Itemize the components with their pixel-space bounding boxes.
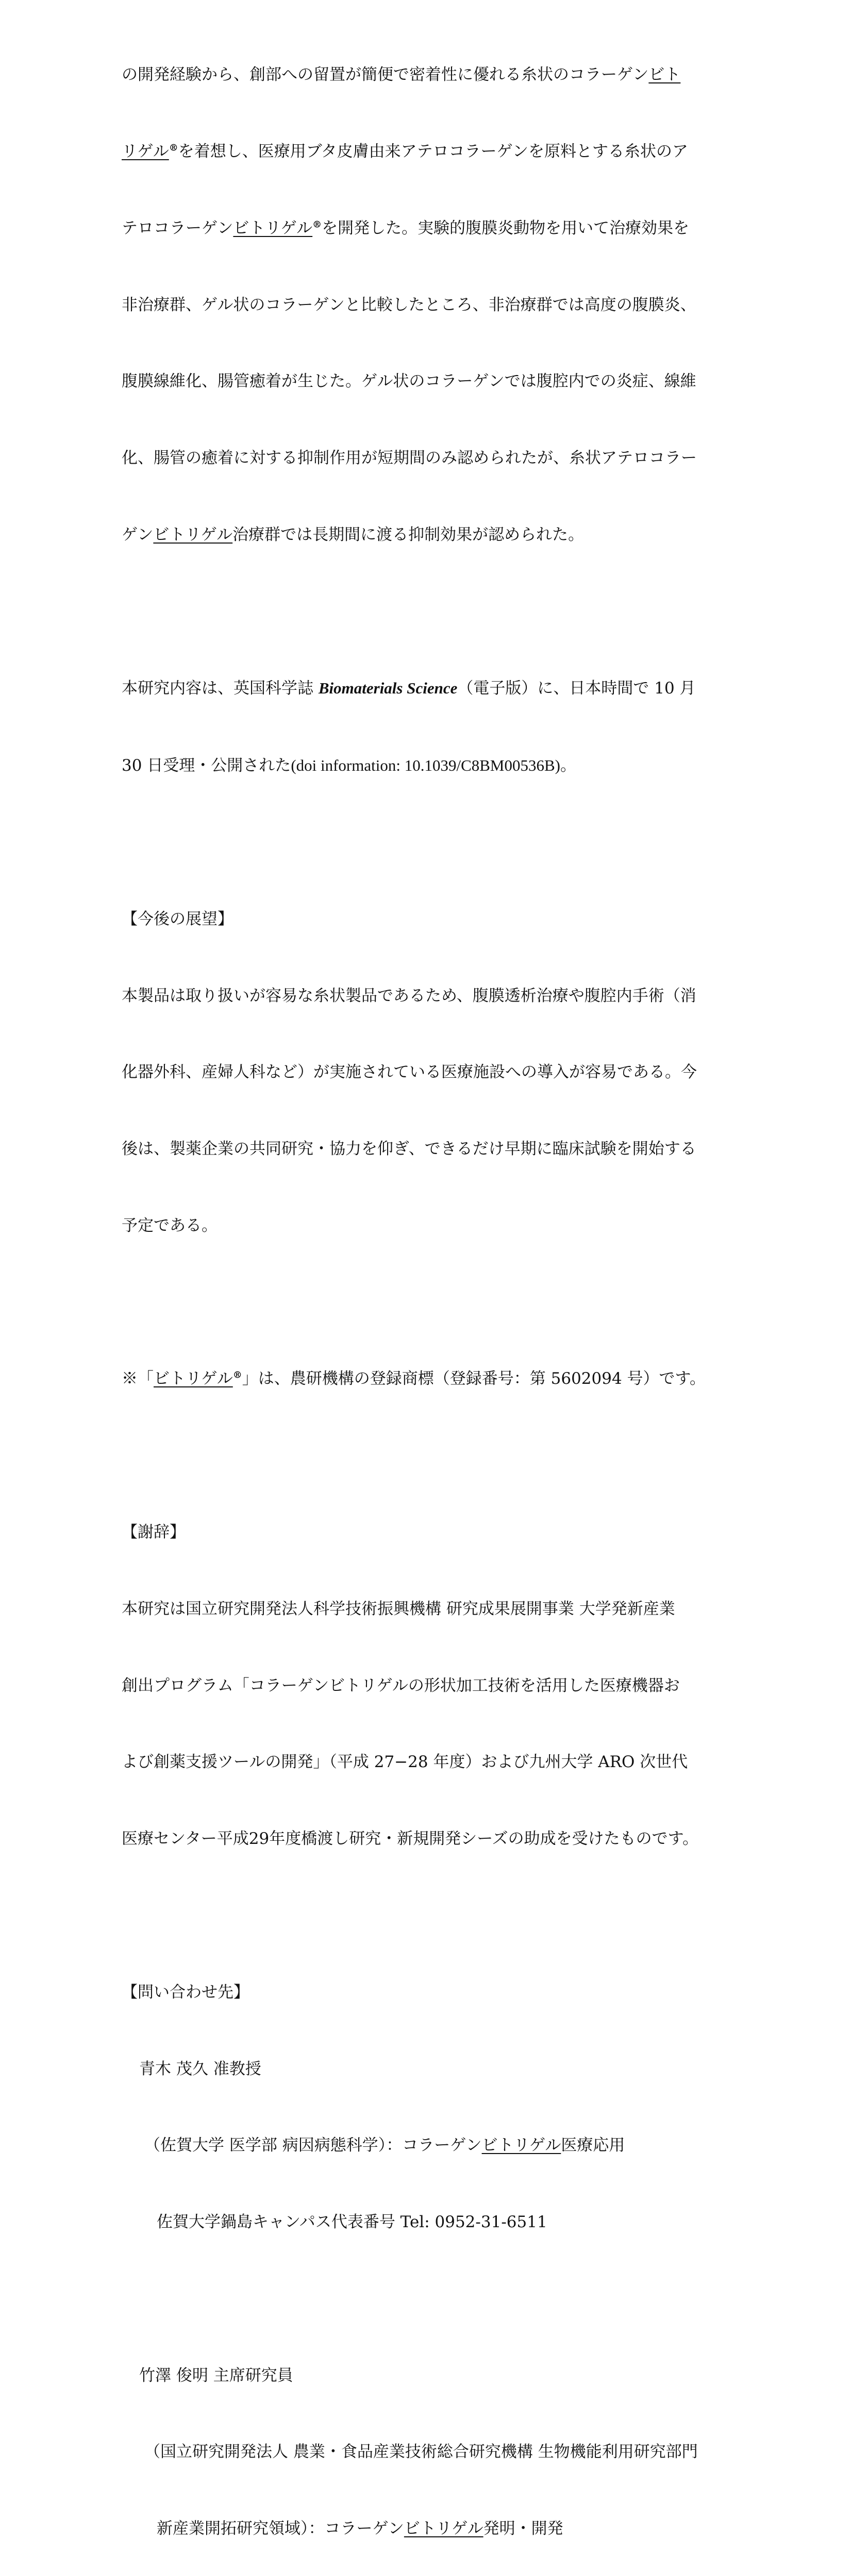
text-line: 腹膜線維化、腸管癒着が生じた。ゲル状のコラーゲンでは腹腔内での炎症、線維 xyxy=(122,372,696,391)
publication-paragraph xyxy=(122,624,730,830)
text-segment: テロコラーゲン xyxy=(122,218,233,238)
text-segment: ※「 xyxy=(122,1369,154,1388)
text-line xyxy=(122,62,730,88)
text-line xyxy=(122,216,730,242)
text-line xyxy=(122,675,730,702)
section-heading: 【今後の展望】 xyxy=(122,909,233,928)
acknowledgement-section xyxy=(122,1469,730,1903)
text-line: 非治療群、ゲル状のコラーゲンと比較したところ、非治療群では高度の腹膜炎、 xyxy=(122,295,696,314)
text-line: 化器外科、産婦人科など）が実施されている医療施設への導入が容易である。今 xyxy=(122,1063,697,1082)
text-segment: 医療応用 xyxy=(561,2136,625,2155)
registered-mark: ® xyxy=(232,1370,242,1381)
text-line: 医療センター平成29年度橋渡し研究・新規開発シーズの助成を受けたものです。 xyxy=(122,1829,699,1849)
blank-line xyxy=(122,2286,730,2312)
text-line: 本製品は取り扱いが容易な糸状製品であるため、腹膜透析治療や腹腔内手術（消 xyxy=(122,986,696,1005)
section-heading: 【謝辞】 xyxy=(122,1523,186,1542)
text-segment: （電子版）に、日本時間で 10 月 xyxy=(457,679,696,698)
outlook-section xyxy=(122,856,730,1290)
text-segment: （佐賀大学 医学部 病因病態科学）：コラーゲン xyxy=(144,2136,482,2155)
product-name-underlined: ビトリゲル xyxy=(233,218,313,238)
contact-phone: 佐賀大学鍋島キャンパス代表番号 Tel: 0952-31-6511 xyxy=(157,2213,547,2232)
text-line: 創出プログラム「コラーゲンビトリゲルの形状加工技術を活用した医療機器お xyxy=(122,1676,680,1695)
text-line xyxy=(122,1366,730,1392)
registered-mark: ® xyxy=(312,219,322,230)
text-segment: 」は、農研機構の登録商標（登録番号：第 5602094 号）です。 xyxy=(242,1369,706,1388)
contact-person-name: 竹澤 俊明 主席研究員 xyxy=(139,2366,293,2385)
text-segment: の開発経験から、創部への留置が簡便で密着性に優れる糸状のコラーゲン xyxy=(122,65,649,84)
text-segment: ゲン xyxy=(122,525,154,544)
text-line xyxy=(122,522,730,548)
contact-section xyxy=(122,1929,730,2576)
text-line xyxy=(122,753,730,779)
text-segment: 。 xyxy=(560,756,576,775)
product-name-underlined: ビトリゲル xyxy=(404,2519,483,2538)
text-line: 化、腸管の癒着に対する抑制作用が短期間のみ認められたが、糸状アテロコラー xyxy=(122,449,697,468)
text-segment: 新産業開拓研究領域）：コラーゲン xyxy=(157,2519,404,2538)
product-name-underlined: ビトリゲル xyxy=(153,525,233,544)
text-segment: 治療群では長期間に渡る抑制効果が認められた。 xyxy=(232,525,584,544)
text-segment: を着想し、医療用ブタ皮膚由来アテロコラーゲンを原料とする糸状のア xyxy=(178,142,688,161)
text-line: 本研究は国立研究開発法人科学技術振興機構 研究成果展開事業 大学発新産業 xyxy=(122,1599,675,1618)
product-name-underlined: ビト xyxy=(648,65,681,84)
registered-mark: ® xyxy=(169,142,178,154)
text-segment: 30 日受理・公開された xyxy=(122,756,291,775)
section-heading: 【問い合わせ先】 xyxy=(122,1982,249,2002)
text-segment: 発明・開発 xyxy=(483,2519,563,2538)
product-name-underlined: リゲル xyxy=(122,142,169,161)
product-name-underlined: ビトリゲル xyxy=(481,2136,561,2155)
contact-person-name: 青木 茂久 准教授 xyxy=(139,2059,261,2078)
journal-name: Biomaterials Science xyxy=(318,679,458,698)
contact-affiliation: （国立研究開発法人 農業・食品産業技術総合研究機構 生物機能利用研究部門 xyxy=(144,2443,698,2462)
product-name-underlined: ビトリゲル xyxy=(154,1369,233,1388)
trademark-note xyxy=(122,1315,730,1443)
text-line: 後は、製薬企業の共同研究・協力を仰ぎ、できるだけ早期に臨床試験を開始する xyxy=(122,1140,696,1159)
contact-affiliation xyxy=(122,2516,730,2542)
text-line: よび創薬支援ツールの開発」（平成 27−28 年度）および九州大学 ARO 次世代 xyxy=(122,1753,688,1772)
contact-affiliation xyxy=(122,2133,730,2159)
document-page xyxy=(122,11,730,2576)
text-line xyxy=(122,139,730,165)
text-segment: 本研究内容は、英国科学誌 xyxy=(122,679,319,698)
intro-paragraph xyxy=(122,11,730,599)
text-line: 予定である。 xyxy=(122,1216,218,1235)
doi-info: (doi information: 10.1039/C8BM00536B) xyxy=(291,756,560,775)
text-segment: を開発した。実験的腹膜炎動物を用いて治療効果を xyxy=(322,218,690,238)
